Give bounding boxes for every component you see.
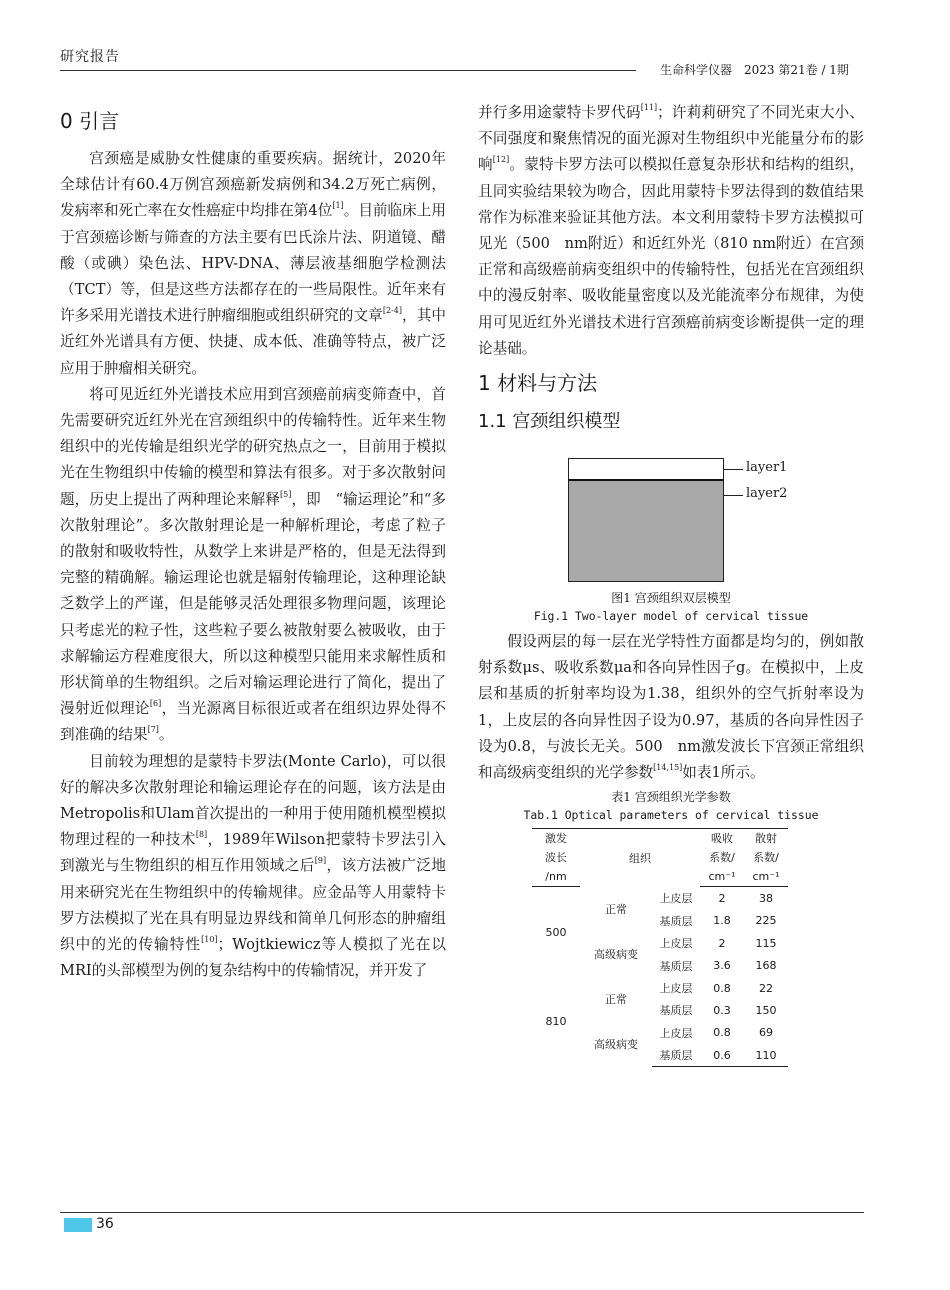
figure-caption-en: Fig.1 Two-layer model of cervical tissue <box>533 609 809 624</box>
layer2-leader-line <box>723 495 743 496</box>
running-header-left: 研究报告 <box>60 49 120 65</box>
col-header-tissue: 组织 <box>580 829 700 887</box>
paragraph: 宫颈癌是威胁女性健康的重要疾病。据统计，2020年全球估计有60.4万例宫颈癌新发病例和34.2万死亡病例，发病率和死亡率在女性癌症中均排在第4位[1]。目前临床上用于宫颈癌诊断与筛查的方法主要有巴氏涂片法、阴道镜、醋酸（或碘）染色法、HPV-DNA、薄层液基细胞学检测法（TCT）等，但是这些方法都存在的一些局限性。近年来有许多采用光谱技术进行肿瘤细胞或组织研究的文章[2-4]，其中近红外光谱具有方便、快捷、成本低、准确等特点，被广泛应用于肿瘤相关研究。 <box>60 150 446 377</box>
table-caption-en: Tab.1 Optical parameters of cervical tissue <box>523 808 819 823</box>
section-heading-intro: 0 引言 <box>60 109 120 133</box>
header-rule <box>60 70 636 71</box>
paragraph: 目前较为理想的是蒙特卡罗法(Monte Carlo)，可以很好的解决多次散射理论和输运理论存在的问题，该方法是由Metropolis和Ulam首次提出的一种用于使用随机模型模拟物理过程的一种技术[8]，1989年Wilson把蒙特卡罗法引入到激光与生物组织的相互作用领域之后[9]，该方法被广泛地用来研究光在生物组织中的传输规律。应金品等人用蒙特卡罗方法模拟了光在具有明显边界线和简单几何形态的肿瘤组织中的光的传输特性[10]；Wojtkiewicz等人模拟了光在以MRI的头部模型为例的复杂结构中的传输情况，并开发了 <box>60 752 446 980</box>
citation: [9] <box>314 856 327 866</box>
citation: [1] <box>332 201 344 211</box>
table-row: 810 正常 上皮层 0.8 22 <box>532 977 788 999</box>
citation: [11] <box>640 103 658 112</box>
citation: [12] <box>492 155 510 165</box>
paragraph: 假设两层的每一层在光学特性方面都是均匀的，例如散射系数μs、吸收系数μa和各向异性因子g。在模拟中，上皮层和基质的折射率均设为1.38，组织外的空气折射率设为1，上皮层的各向异性因子设为0.97，基质的各向异性因子设为0.8，与波长无关。500 nm激发波长下宫颈正常组织和高级病变组织的光学参数[14,15]如表1所示。 <box>478 633 864 782</box>
left-column <box>60 100 446 985</box>
table-caption-cn: 表1 宫颈组织光学参数 <box>611 790 731 805</box>
group-cell: 正常 <box>605 993 627 1007</box>
layer1-leader-line <box>723 469 743 470</box>
group-cell: 高级病变 <box>594 1038 638 1052</box>
wavelength-cell: 500 <box>545 925 567 939</box>
col-header-scattering: 散射 <box>744 829 788 849</box>
optical-parameters-table: 激发 组织 吸收 散射 波长 系数/ 系数/ /nm cm⁻¹ cm⁻¹ 500 正常 上皮层 2 38 基质层 1.8 225 高级病变 上皮层 2 115 基质层 3.6 168 810 正常 上皮层 0.8 22 基质层 0.3 150 高级病变 上皮层 0.8 69 基质层 0.6 110 <box>532 828 788 1067</box>
col-header-wavelength: 激发 <box>532 829 580 849</box>
group-cell: 高级病变 <box>594 948 638 962</box>
table-row: 基质层 0.6 110 <box>532 1044 788 1067</box>
citation: [2-4] <box>382 306 402 316</box>
table-row: 高级病变 上皮层 0.8 69 <box>532 1022 788 1044</box>
page-number-accent-bar <box>64 1218 92 1232</box>
table-row: 基质层 3.6 168 <box>659 959 777 973</box>
footer-rule <box>60 1212 864 1213</box>
table-row: 基质层 1.8 225 <box>659 914 777 928</box>
table-row: 500 正常 上皮层 2 38 <box>532 887 788 910</box>
paragraph: 并行多用途蒙特卡罗代码[11]；许莉莉研究了不同光束大小、不同强度和聚焦情况的面光源对生物组织中光能量分布的影响[12]。蒙特卡罗方法可以模拟任意复杂形状和结构的组织，且同实验结果较为吻合，因此用蒙特卡罗法得到的数值结果常作为标准来验证其他方法。本文利用蒙特卡罗方法模拟可见光（500 nm附近）和近红外光（810 nm附近）在宫颈正常和高级癌前病变组织中的传输特性，包括光在宫颈组织中的漫反射率、吸收能量密度以及光能流率分布规律，为使用可见近红外光谱技术进行宫颈癌前病变诊断提供一定的理论基础。 <box>478 103 864 357</box>
figure-caption-cn: 图1 宫颈组织双层模型 <box>611 591 731 606</box>
citation: [8] <box>195 830 208 840</box>
paragraph: 将可见近红外光谱技术应用到宫颈癌前病变筛查中，首先需要研究近红外光在宫颈组织中的传输特性。近年来生物组织中的光传输是组织光学的研究热点之一，目前用于模拟光在生物组织中传输的模型和算法有很多。对于多次散射问题，历史上提出了两种理论来解释[5]，即 “输运理论”和“多次散射理论”。多次散射理论是一种解析理论，考虑了粒子的散射和吸收特性，从数学上来讲是严格的，但是无法得到完整的精确解。输运理论也就是辐射传输理论，这种理论缺乏数学上的严谨，但是能够灵活处理很多物理问题，该理论只考虑光的粒子性，这些粒子要么被散射要么被吸收，由于求解输运方程难度很大，所以这种模型只能用来求解性质和形状简单的生物组织。之后对输运理论进行了简化，提出了漫射近似理论[6]，当光源离目标很近或者在组织边界处得不到准确的结果[7]。 <box>60 385 446 744</box>
layer2-label: layer2 <box>746 486 788 502</box>
citation: [5] <box>280 489 292 499</box>
subsection-heading-model: 1.1 宫颈组织模型 <box>478 411 621 433</box>
citation: [10] <box>201 935 218 945</box>
right-column <box>478 100 864 1067</box>
figure-two-layer-model <box>478 444 864 589</box>
col-header-absorption: 吸收 <box>700 829 744 849</box>
page-number: 36 <box>96 1216 114 1232</box>
layer2-rect <box>568 479 724 582</box>
citation: [14,15] <box>653 763 683 773</box>
citation: [7] <box>147 725 159 735</box>
running-header-right: 生命科学仪器 2023 第21卷 / 1期 <box>660 63 849 77</box>
table-row: 基质层 0.3 150 <box>659 1003 777 1018</box>
table-row: 高级病变 上皮层 2 115 <box>532 932 788 954</box>
wavelength-cell: 810 <box>545 1015 567 1029</box>
layer1-label: layer1 <box>746 460 788 476</box>
group-cell: 正常 <box>605 903 627 917</box>
citation: [6] <box>149 699 162 709</box>
layer1-rect <box>568 458 724 480</box>
section-heading-methods: 1 材料与方法 <box>478 371 598 396</box>
